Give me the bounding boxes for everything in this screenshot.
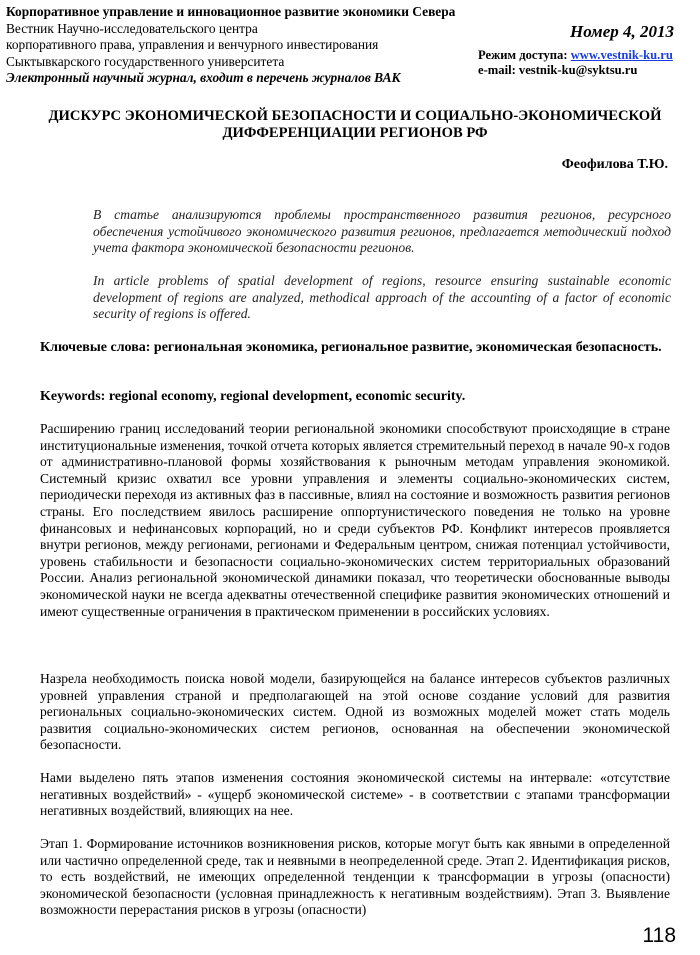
publisher-line-2: корпоративного права, управления и венчурного инвестирования [6, 37, 379, 52]
issue-number: Номер 4, 2013 [569, 22, 674, 41]
journal-note: Электронный научный журнал, входит в перечень журналов ВАК [6, 70, 401, 85]
page-number: 118 [642, 924, 676, 947]
article-title: ДИСКУРС ЭКОНОМИЧЕСКОЙ БЕЗОПАСНОСТИ И СОЦИАЛЬНО-ЭКОНОМИЧЕСКОЙ ДИФФЕРЕНЦИАЦИИ РЕГИОНОВ РФ [48, 108, 662, 141]
keywords-en: Keywords: regional economy, regional development, economic security. [40, 389, 466, 404]
abstract-en: In article problems of spatial development of regions, resource ensuring sustainable economic development of regions are analyzed, methodical approach of the accounting of a factor of economic security of regions is offered. [93, 273, 671, 321]
body-paragraph: Назрела необходимость поиска новой модели, базирующейся на балансе интересов субъектов различных уровней управления страной и предполагающей на этой основе создание условий для развития региональных социально-экономических систем. Одной из возможных моделей может стать модель развития социально-экономических систем регионов, основанная на обеспечении экономической безопасности. [40, 671, 670, 753]
email-line: e-mail: vestnik-ku@syktsu.ru [478, 63, 638, 77]
keywords-ru: Ключевые слова: региональная экономика, региональное развитие, экономическая безопасность. [40, 340, 662, 355]
access-link[interactable]: www.vestnik-ku.ru [570, 47, 673, 62]
issue-info [478, 24, 696, 79]
access-label: Режим доступа: [478, 47, 571, 62]
body-paragraph: Этап 1. Формирование источников возникновения рисков, которые могут быть как явными в определенной или частично определенной среде, так и неявными в неопределенной среде. Этап 2. Идентификация рисков, то есть воздействий, не имеющих определенной тенденции к трансформации в угрозы (опасности) экономической безопасности (условная принадлежность к негативным воздействиям). Этап 3. Выявление возможности перерастания рисков в угрозы (опасности) [40, 836, 670, 918]
body-paragraph: Нами выделено пять этапов изменения состояния экономической системы на интервале: «отсутствие негативных воздействий» - «ущерб экономической системе» - в соответствии с этапами трансформации негативных воздействий, влияющих на нее. [40, 770, 670, 819]
journal-header [6, 4, 476, 87]
body-paragraph: Расширению границ исследований теории региональной экономики способствуют происходящие в стране институциональные изменения, точкой отчета которых является стремительный переход в начале 90-х годов от административно-плановой формы хозяйствования к рыночным методам управления экономикой. Системный кризис охватил все уровни управления и элементы социально-экономических систем, периодически переходя из активных фаз в пассивные, влиял на состояние и возможность развития регионов страны. Его последствием явилось расширение оппортунистического поведения не только на уровне финансовых и нефинансовых корпораций, но и среди субъектов РФ. Конфликт интересов проявляется внутри регионов, между регионами, регионами и Федеральным центром, снижая потенциал устойчивости, уровень стабильности и безопасности социально-экономических систем территориальных образований России. Анализ региональной экономической динамики показал, что теоретически обоснованные выводы экономической науки не всегда адекватны отечественной специфике развития экономических отношений и имеют существенные ограничения в практическом применении в российских условиях. [40, 421, 670, 619]
access-line [478, 48, 696, 64]
article-author: Феофилова Т.Ю. [561, 157, 668, 172]
publisher-line-1: Вестник Научно-исследовательского центра [6, 20, 258, 36]
university-name: Сыктывкарского государственного университета [6, 53, 285, 69]
journal-name: Корпоративное управление и инновационное развитие экономики Севера [6, 4, 456, 19]
abstract-ru: В статье анализируются проблемы пространственного развития регионов, ресурсного обеспечения устойчивого экономического развития регионов, предлагается методический подход учета фактора экономической безопасности регионов. [93, 207, 671, 255]
